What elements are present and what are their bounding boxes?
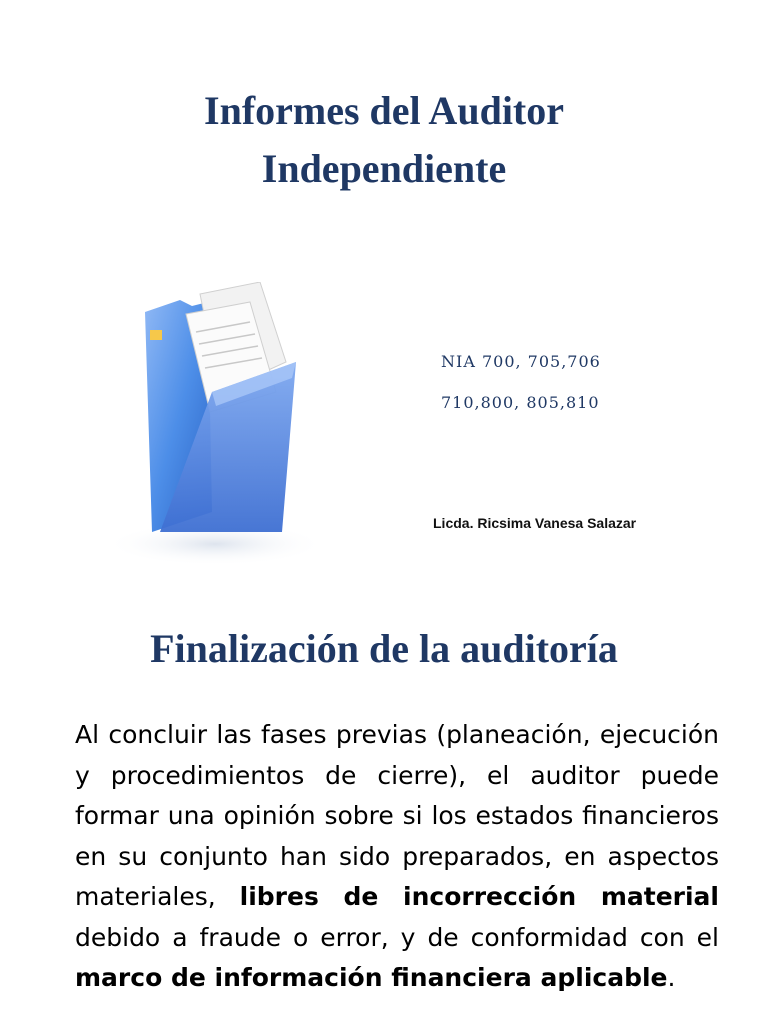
nia-standards-line-2: 710,800, 805,810 <box>441 393 600 412</box>
title-line-2: Independiente <box>261 146 507 191</box>
nia-standards-line-1: NIA 700, 705,706 <box>441 352 601 371</box>
paragraph-text-2: debido a fraude o error, y de conformidad con el <box>75 922 719 952</box>
paragraph-bold-2: marco de información financiera aplicable <box>75 963 668 992</box>
paragraph-text-3: . <box>667 963 676 992</box>
paragraph-bold-1: libres de incorrección material <box>239 882 720 911</box>
folder-with-documents-icon <box>100 282 330 572</box>
section-title: Finalización de la auditoría <box>150 626 618 671</box>
body-paragraph <box>75 715 719 999</box>
paragraph-text-1: Al concluir las fases previas (planeación, ejecución y procedimientos de cierre), el auditor puede formar una opinión sobre si los estados financieros en su conjunto han sido preparados, en aspectos materiales, <box>75 720 719 911</box>
slide-title <box>84 82 684 198</box>
title-line-1: Informes del Auditor <box>204 88 564 133</box>
author-name: Licda. Ricsima Vanesa Salazar <box>433 515 637 531</box>
